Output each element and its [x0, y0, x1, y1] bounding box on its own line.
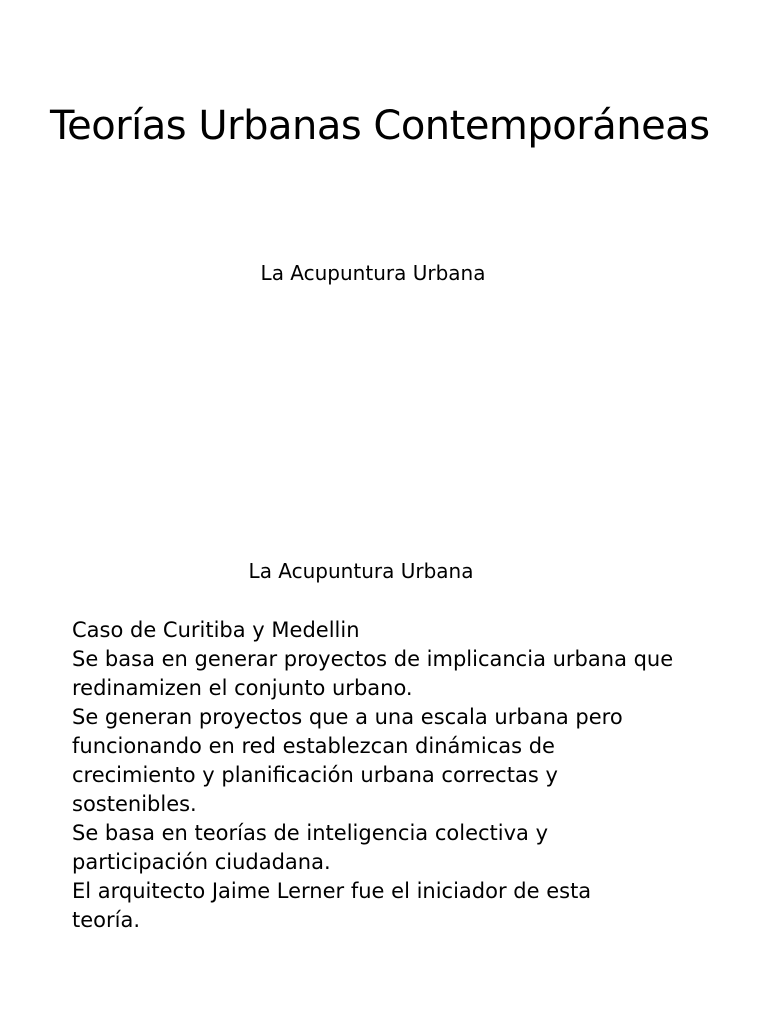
body-line: participación ciudadana. — [72, 850, 331, 874]
body-line: teoría. — [72, 908, 141, 932]
body-line: crecimiento y planificación urbana correctas y — [72, 763, 558, 787]
body-paragraph — [72, 616, 712, 935]
body-line: Caso de Curitiba y Medellin — [72, 618, 360, 642]
page-title: Teorías Urbanas Contemporáneas — [50, 103, 710, 149]
body-line: Se basa en teorías de inteligencia colectiva y — [72, 821, 549, 845]
body-line: Se basa en generar proyectos de implicancia urbana que — [72, 647, 674, 671]
body-line: sostenibles. — [72, 792, 197, 816]
body-line: funcionando en red establezcan dinámicas de — [72, 734, 555, 758]
body-line: redinamizen el conjunto urbano. — [72, 676, 413, 700]
body-line: El arquitecto Jaime Lerner fue el iniciador de esta — [72, 879, 592, 903]
subtitle: La Acupuntura Urbana — [260, 261, 486, 285]
body-line: Se generan proyectos que a una escala urbana pero — [72, 705, 623, 729]
section-heading: La Acupuntura Urbana — [248, 559, 474, 583]
